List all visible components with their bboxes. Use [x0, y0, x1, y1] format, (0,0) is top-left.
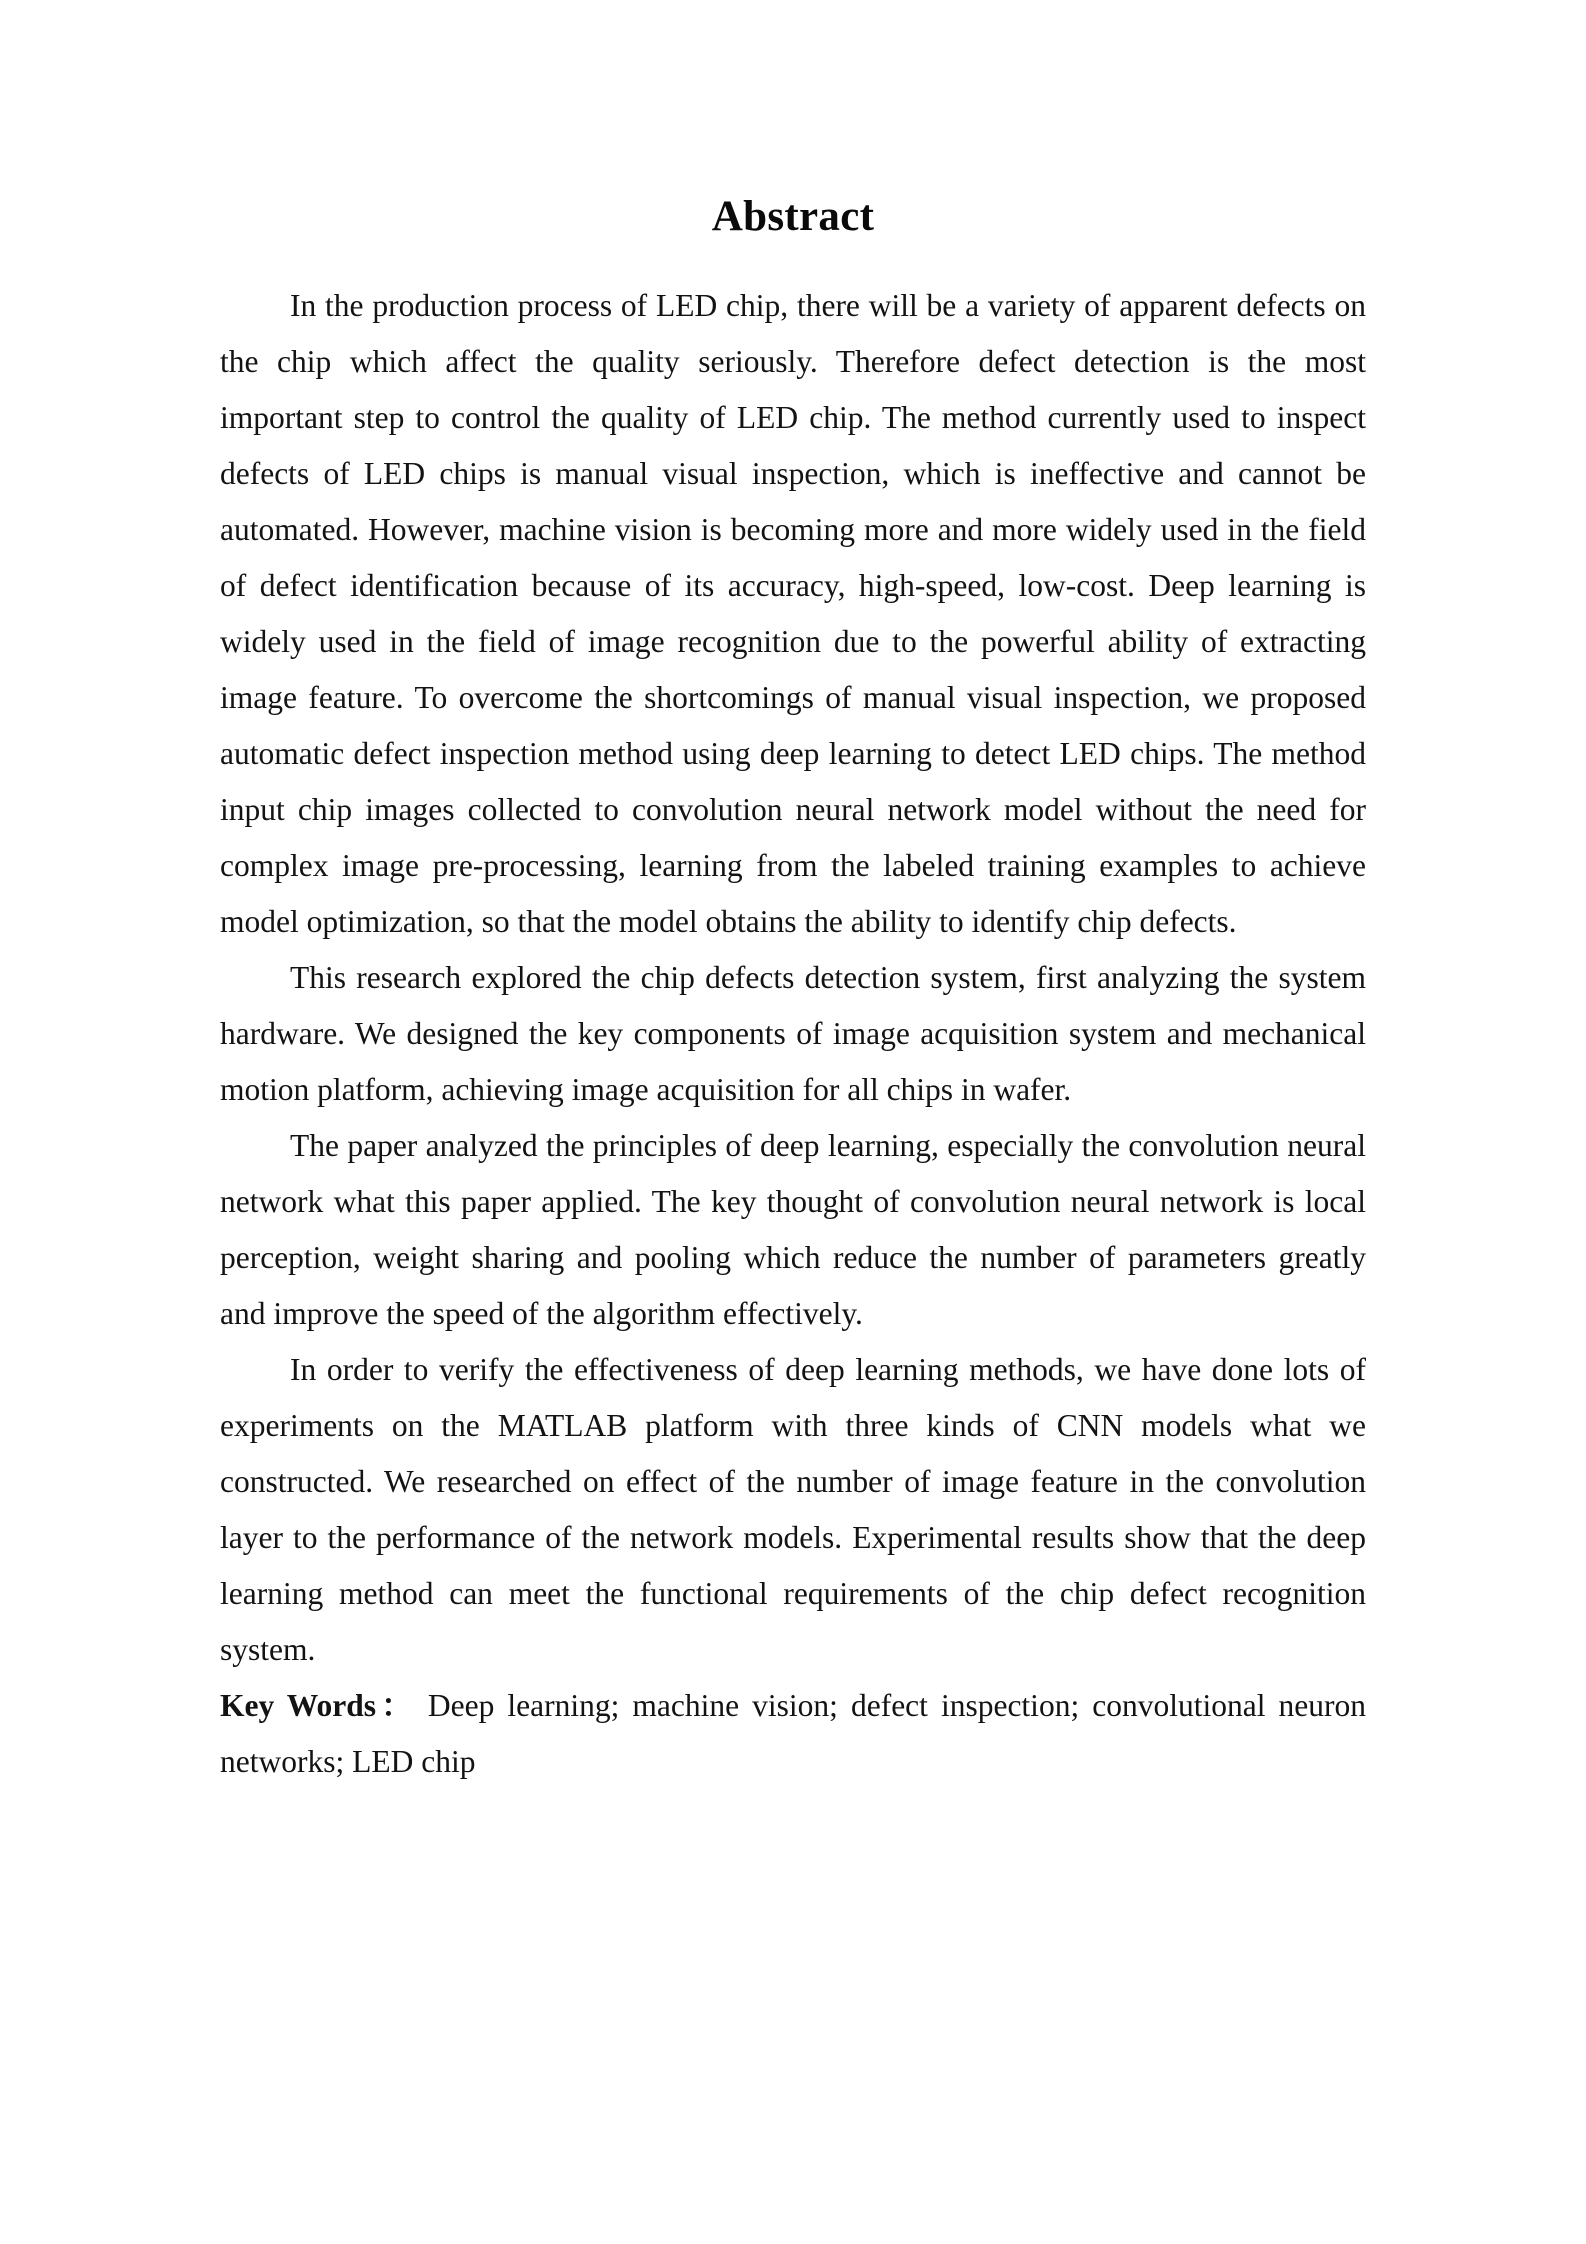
keywords-value: Deep learning; machine vision; defect inspection; convolutional neuron networks; LED chip: [220, 1688, 1366, 1779]
abstract-paragraph-4: In order to verify the effectiveness of deep learning methods, we have done lots of experiments on the MATLAB platform with three kinds of CNN models what we constructed. We researched on effect of the number of image feature in the convolution layer to the performance of the network models. Experimental results show that the deep learning method can meet the functional requirements of the chip defect recognition system.: [220, 1352, 1366, 1667]
abstract-paragraph-2: This research explored the chip defects detection system, first analyzing the system hardware. We designed the key components of image acquisition system and mechanical motion platform, achieving image acquisition for all chips in wafer.: [220, 960, 1366, 1107]
keywords-label: Key Words：: [220, 1688, 418, 1723]
page-content: [220, 0, 1366, 1790]
abstract-paragraph-1: In the production process of LED chip, there will be a variety of apparent defects on the chip which affect the quality seriously. Therefore defect detection is the most important step to control the quality of LED chip. The method currently used to inspect defects of LED chips is manual visual inspection, which is ineffective and cannot be automated. However, machine vision is becoming more and more widely used in the field of defect identification because of its accuracy, high-speed, low-cost. Deep learning is widely used in the field of image recognition due to the powerful ability of extracting image feature. To overcome the shortcomings of manual visual inspection, we proposed automatic defect inspection method using deep learning to detect LED chips. The method input chip images collected to convolution neural network model without the need for complex image pre-processing, learning from the labeled training examples to achieve model optimization, so that the model obtains the ability to identify chip defects.: [220, 288, 1366, 939]
page-title: Abstract: [711, 193, 875, 240]
keywords-line: [220, 1678, 1366, 1790]
abstract-body: [220, 238, 1366, 1790]
abstract-paragraph-3: The paper analyzed the principles of deep learning, especially the convolution neural network what this paper applied. The key thought of convolution neural network is local perception, weight sharing and pooling which reduce the number of parameters greatly and improve the speed of the algorithm effectively.: [220, 1128, 1366, 1331]
